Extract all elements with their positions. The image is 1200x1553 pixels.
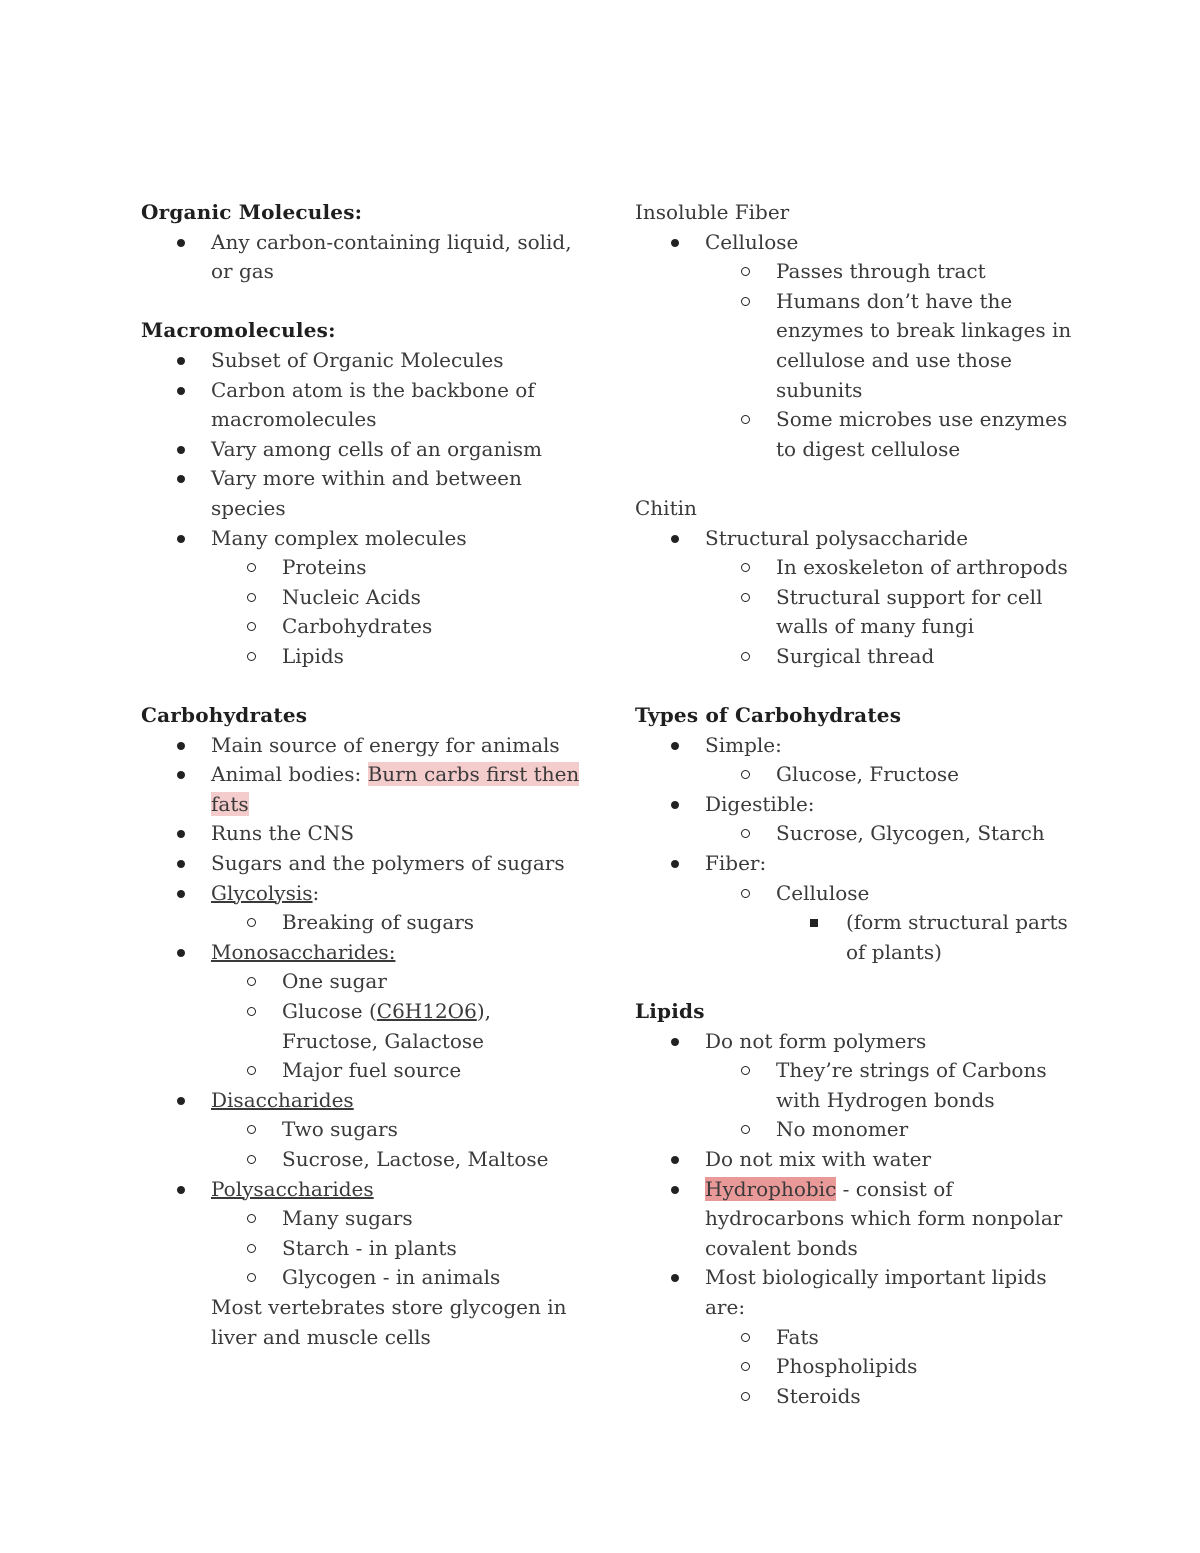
bullet-circle-icon — [247, 1125, 256, 1134]
list-subsubitem: (form structural parts of plants) — [635, 908, 1075, 967]
list-subitem: Structural support for cell walls of many fungi — [635, 583, 1075, 642]
list-item: Glycolysis: — [141, 879, 581, 909]
bullet-circle-icon — [741, 1125, 750, 1134]
bullet-dot-icon — [177, 890, 185, 898]
bullet-dot-icon — [177, 830, 185, 838]
heading-lipids: Lipids — [635, 999, 705, 1024]
list-subitem: Phospholipids — [635, 1352, 1075, 1382]
list-subitem: Cellulose — [635, 879, 1075, 909]
list-subitem: Glucose, Fructose — [635, 760, 1075, 790]
right-column — [635, 198, 1075, 1411]
term-polysaccharides: Polysaccharides — [211, 1176, 374, 1201]
bullet-circle-icon — [247, 1244, 256, 1253]
bullet-dot-icon — [671, 801, 679, 809]
bullet-circle-icon — [741, 563, 750, 572]
list-item: Any carbon-containing liquid, solid, or gas — [141, 228, 581, 287]
list-subitem: Some microbes use enzymes to digest cellulose — [635, 405, 1075, 464]
term-disaccharides: Disaccharides — [211, 1087, 354, 1112]
list-item: Runs the CNS — [141, 819, 581, 849]
list-subitem: In exoskeleton of arthropods — [635, 553, 1075, 583]
list-subitem: Glucose (C6H12O6), Fructose, Galactose — [141, 997, 581, 1056]
bullet-circle-icon — [741, 1392, 750, 1401]
list-subitem: Steroids — [635, 1382, 1075, 1412]
list-item: Animal bodies: Burn carbs first then fats — [141, 760, 581, 819]
list-subitem: No monomer — [635, 1115, 1075, 1145]
list-item — [141, 1175, 581, 1205]
heading-chitin: Chitin — [635, 495, 697, 520]
highlight-hydrophobic: Hydrophobic — [705, 1176, 837, 1201]
bullet-dot-icon — [177, 387, 185, 395]
bullet-dot-icon — [177, 771, 185, 779]
list-subitem: Many sugars — [141, 1204, 581, 1234]
list-item: Sugars and the polymers of sugars — [141, 849, 581, 879]
list-subitem: Sucrose, Lactose, Maltose — [141, 1145, 581, 1175]
bullet-circle-icon — [247, 918, 256, 927]
bullet-circle-icon — [741, 415, 750, 424]
heading-organic-molecules: Organic Molecules: — [141, 200, 363, 224]
term-monosaccharides: Monosaccharides: — [211, 939, 396, 964]
bullet-dot-icon — [671, 1274, 679, 1282]
bullet-dot-icon — [671, 742, 679, 750]
list-item: Vary among cells of an organism — [141, 435, 581, 465]
list-item: Cellulose — [635, 228, 1075, 258]
bullet-circle-icon — [247, 977, 256, 986]
bullet-circle-icon — [741, 829, 750, 838]
list-item: Vary more within and between species — [141, 464, 581, 523]
list-item: Do not form polymers — [635, 1027, 1075, 1057]
list-item: Do not mix with water — [635, 1145, 1075, 1175]
bullet-circle-icon — [247, 1155, 256, 1164]
bullet-circle-icon — [741, 593, 750, 602]
bullet-circle-icon — [247, 652, 256, 661]
bullet-dot-icon — [671, 1156, 679, 1164]
bullet-circle-icon — [247, 1273, 256, 1282]
heading-insoluble-fiber: Insoluble Fiber — [635, 200, 790, 224]
bullet-circle-icon — [741, 652, 750, 661]
heading-macromolecules: Macromolecules: — [141, 318, 336, 343]
bullet-dot-icon — [671, 860, 679, 868]
bullet-dot-icon — [671, 1038, 679, 1046]
bullet-dot-icon — [177, 535, 185, 543]
list-subitem: Carbohydrates — [141, 612, 581, 642]
list-subitem: One sugar — [141, 967, 581, 997]
list-subitem: Fats — [635, 1323, 1075, 1353]
bullet-dot-icon — [177, 475, 185, 483]
bullet-dot-icon — [177, 949, 185, 957]
bullet-circle-icon — [247, 1214, 256, 1223]
bullet-circle-icon — [247, 563, 256, 572]
bullet-circle-icon — [741, 297, 750, 306]
bullet-circle-icon — [247, 1007, 256, 1016]
bullet-circle-icon — [741, 770, 750, 779]
list-subitem: Glycogen - in animals — [141, 1263, 581, 1293]
glycogen-note: Most vertebrates store glycogen in liver and muscle cells — [211, 1294, 567, 1349]
list-subitem: Passes through tract — [635, 257, 1075, 287]
heading-carbohydrates: Carbohydrates — [141, 703, 308, 728]
highlight-burn-carbs: Burn carbs first then fats — [211, 762, 580, 816]
bullet-dot-icon — [177, 1186, 185, 1194]
bullet-dot-icon — [177, 357, 185, 365]
list-item: Structural polysaccharide — [635, 524, 1075, 554]
list-item: Main source of energy for animals — [141, 731, 581, 761]
bullet-dot-icon — [177, 1097, 185, 1105]
list-item: Simple: — [635, 731, 1075, 761]
list-subitem: Sucrose, Glycogen, Starch — [635, 819, 1075, 849]
list-subitem: Surgical thread — [635, 642, 1075, 672]
bullet-circle-icon — [247, 593, 256, 602]
left-column — [141, 198, 581, 1352]
bullet-dot-icon — [177, 446, 185, 454]
bullet-dot-icon — [671, 535, 679, 543]
bullet-circle-icon — [741, 1362, 750, 1371]
bullet-circle-icon — [247, 622, 256, 631]
glucose-formula: C6H12O6 — [376, 999, 477, 1024]
bullet-circle-icon — [741, 267, 750, 276]
list-item: Fiber: — [635, 849, 1075, 879]
list-subitem: Major fuel source — [141, 1056, 581, 1086]
bullet-circle-icon — [741, 1066, 750, 1075]
bullet-dot-icon — [671, 1186, 679, 1194]
list-subitem: Breaking of sugars — [141, 908, 581, 938]
list-item: Most biologically important lipids are: — [635, 1263, 1075, 1322]
list-subitem: Nucleic Acids — [141, 583, 581, 613]
list-item: Hydrophobic - consist of hydrocarbons which form nonpolar covalent bonds — [635, 1175, 1075, 1264]
list-item — [141, 1086, 581, 1116]
list-subitem: Lipids — [141, 642, 581, 672]
list-item: Carbon atom is the backbone of macromolecules — [141, 376, 581, 435]
bullet-dot-icon — [177, 860, 185, 868]
list-subitem: They’re strings of Carbons with Hydrogen bonds — [635, 1056, 1075, 1115]
heading-types-of-carbohydrates: Types of Carbohydrates — [635, 703, 902, 728]
list-subitem: Starch - in plants — [141, 1234, 581, 1264]
bullet-circle-icon — [741, 1333, 750, 1342]
bullet-circle-icon — [741, 889, 750, 898]
bullet-dot-icon — [177, 239, 185, 247]
list-item: Digestible: — [635, 790, 1075, 820]
bullet-circle-icon — [247, 1066, 256, 1075]
term-glycolysis: Glycolysis — [211, 880, 313, 905]
list-subitem: Proteins — [141, 553, 581, 583]
list-subitem: Humans don’t have the enzymes to break linkages in cellulose and use those subunits — [635, 287, 1075, 405]
list-item: Subset of Organic Molecules — [141, 346, 581, 376]
list-item — [141, 938, 581, 968]
bullet-dot-icon — [177, 742, 185, 750]
bullet-square-icon — [810, 919, 818, 927]
bullet-dot-icon — [671, 239, 679, 247]
list-item: Many complex molecules — [141, 524, 581, 554]
list-subitem: Two sugars — [141, 1115, 581, 1145]
